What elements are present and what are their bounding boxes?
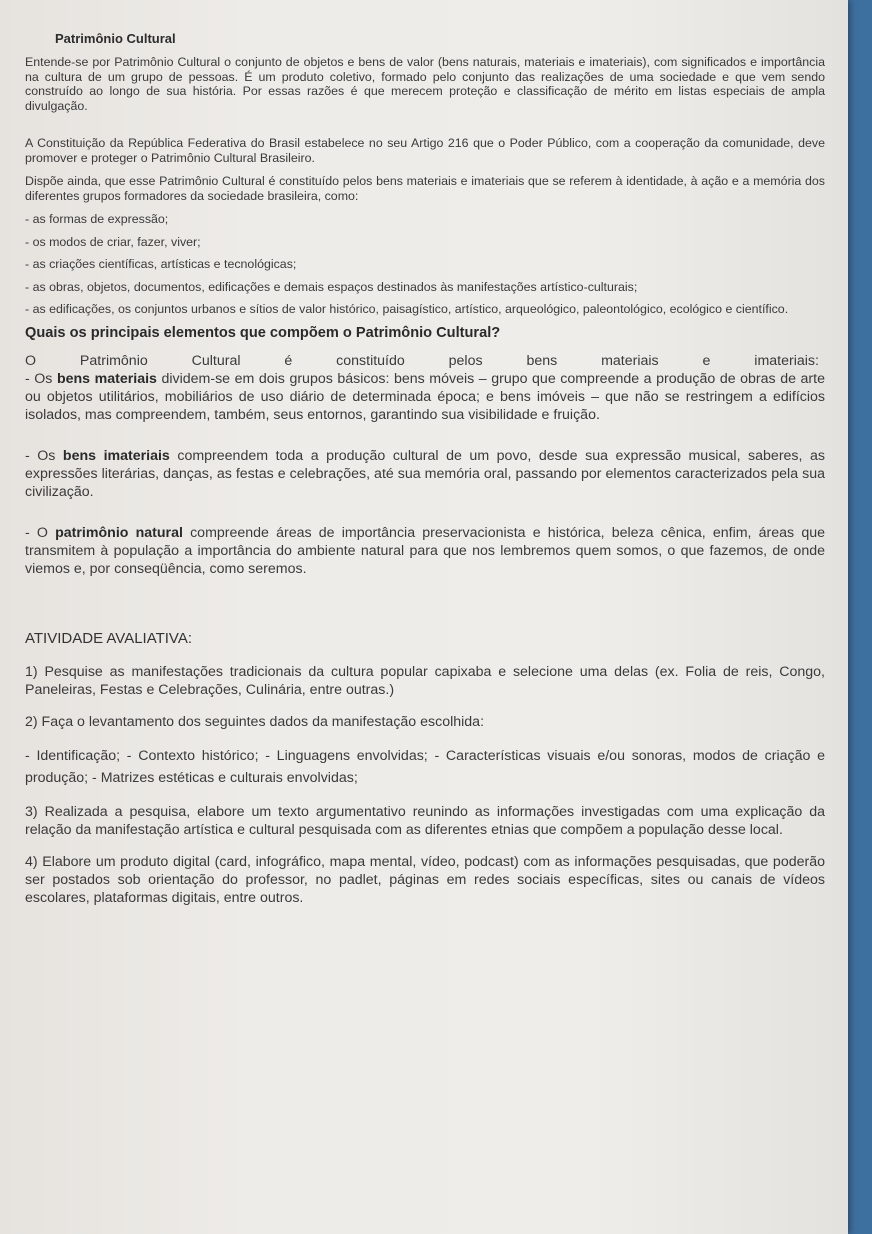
imateriais-text: compreendem toda a produção cultural de um povo, desde sua expressão musical, saberes, as expressões literárias, danças, as festas e celebrações, até sua memória oral, passando por elementos caracterizados pela sua civilização. [25, 447, 825, 500]
activity-item: - Identificação; - Contexto histórico; - Linguagens envolvidas; - Características visuais e/ou sonoras, modos de criação e produção; - Matrizes estéticas e culturais envolvidas; [25, 747, 825, 786]
natural-bold: patrimônio natural [55, 524, 183, 541]
intro-paragraph: Entende-se por Patrimônio Cultural o conjunto de objetos e bens de valor (bens naturais, materiais e imateriais), com significados e importância na cultura de um grupo de pessoas. É um produto coletivo, formado pelo conjunto das realizações de uma sociedade e que vem sendo construído ao longo de sua história. Por essas razões é que merecem proteção e classificação de mérito em listas especiais de ampla divulgação. [25, 55, 825, 113]
document-title: Patrimônio Cultural [55, 31, 176, 46]
answer-word: é [284, 352, 293, 369]
activity-heading: ATIVIDADE AVALIATIVA: [25, 629, 192, 647]
document-content [25, 30, 825, 921]
imateriais-paragraph [25, 447, 825, 501]
materiais-prefix: - Os [25, 370, 57, 387]
materiais-paragraph [25, 370, 825, 424]
answer-word: bens [526, 352, 558, 369]
answer-word: pelos [448, 352, 483, 369]
list-item: - as criações científicas, artísticas e tecnológicas; [25, 257, 297, 271]
list-item: - as obras, objetos, documentos, edificações e demais espaços destinados às manifestações artístico-culturais; [25, 279, 638, 294]
list-item: - as edificações, os conjuntos urbanos e sítios de valor histórico, paisagístico, artístico, arqueológico, paleontológico, ecológico e científico. [25, 302, 789, 316]
list-item: - os modos de criar, fazer, viver; [25, 234, 201, 249]
answer-word: O [25, 352, 37, 369]
natural-prefix: - O [25, 524, 56, 541]
activity-item: 1) Pesquise as manifestações tradicionais da cultura popular capixaba e selecione uma delas (ex. Folia de reis, Congo, Paneleiras, Festas e Celebrações, Culinária, entre outras.) [25, 663, 825, 698]
answer-line [25, 352, 825, 370]
answer-word: Cultural [191, 352, 241, 369]
answer-word: e [702, 352, 711, 369]
imateriais-prefix: - Os [25, 447, 63, 464]
answer-word: materiais [601, 352, 659, 369]
materiais-text: dividem-se em dois grupos básicos: bens móveis – grupo que compreende a produção de obras de arte ou objetos utilitários, mobiliários de uso diário de determinada época; e bens imóveis – que não se restringem a edifícios isolados, mas compreendem, também, seus entornos, garantindo sua visibilidade e fruição. [25, 370, 825, 423]
disposes-paragraph: Dispõe ainda, que esse Patrimônio Cultural é constituído pelos bens materiais e imateriais que se referem à identidade, à ação e a memória dos diferentes grupos formadores da sociedade brasileira, como: [25, 174, 825, 203]
activity-item: 3) Realizada a pesquisa, elabore um texto argumentativo reunindo as informações investigadas com uma explicação da relação da manifestação artística e cultural pesquisada com as diferentes etnias que compõem a população desse local. [25, 803, 825, 838]
activity-item: 4) Elabore um produto digital (card, infográfico, mapa mental, vídeo, podcast) com as informações pesquisadas, que poderão ser postados sob orientação do professor, no padlet, páginas em redes sociais específicas, sites ou canais de vídeos escolares, plataformas digitais, entre outros. [25, 853, 825, 906]
natural-text: compreende áreas de importância preservacionista e histórica, beleza cênica, enfim, áreas que transmitem à população a importância do ambiente natural para que nos lembremos quem somos, o que fazemos, de onde viemos e, por conseqüência, como seremos. [25, 524, 826, 577]
imateriais-bold: bens imateriais [62, 447, 170, 464]
materiais-bold: bens materiais [56, 370, 157, 387]
constitution-paragraph: A Constituição da República Federativa do Brasil estabelece no seu Artigo 216 que o Poder Público, com a cooperação da comunidade, deve promover e proteger o Patrimônio Cultural Brasileiro. [25, 136, 825, 165]
answer-word: constituído [336, 352, 405, 369]
question-heading: Quais os principais elementos que compõem o Patrimônio Cultural? [25, 324, 501, 341]
natural-paragraph [25, 524, 825, 578]
answer-word: imateriais: [754, 352, 819, 369]
list-item: - as formas de expressão; [25, 212, 169, 226]
activity-item: 2) Faça o levantamento dos seguintes dados da manifestação escolhida: [25, 713, 485, 730]
answer-word: Patrimônio [79, 352, 148, 369]
